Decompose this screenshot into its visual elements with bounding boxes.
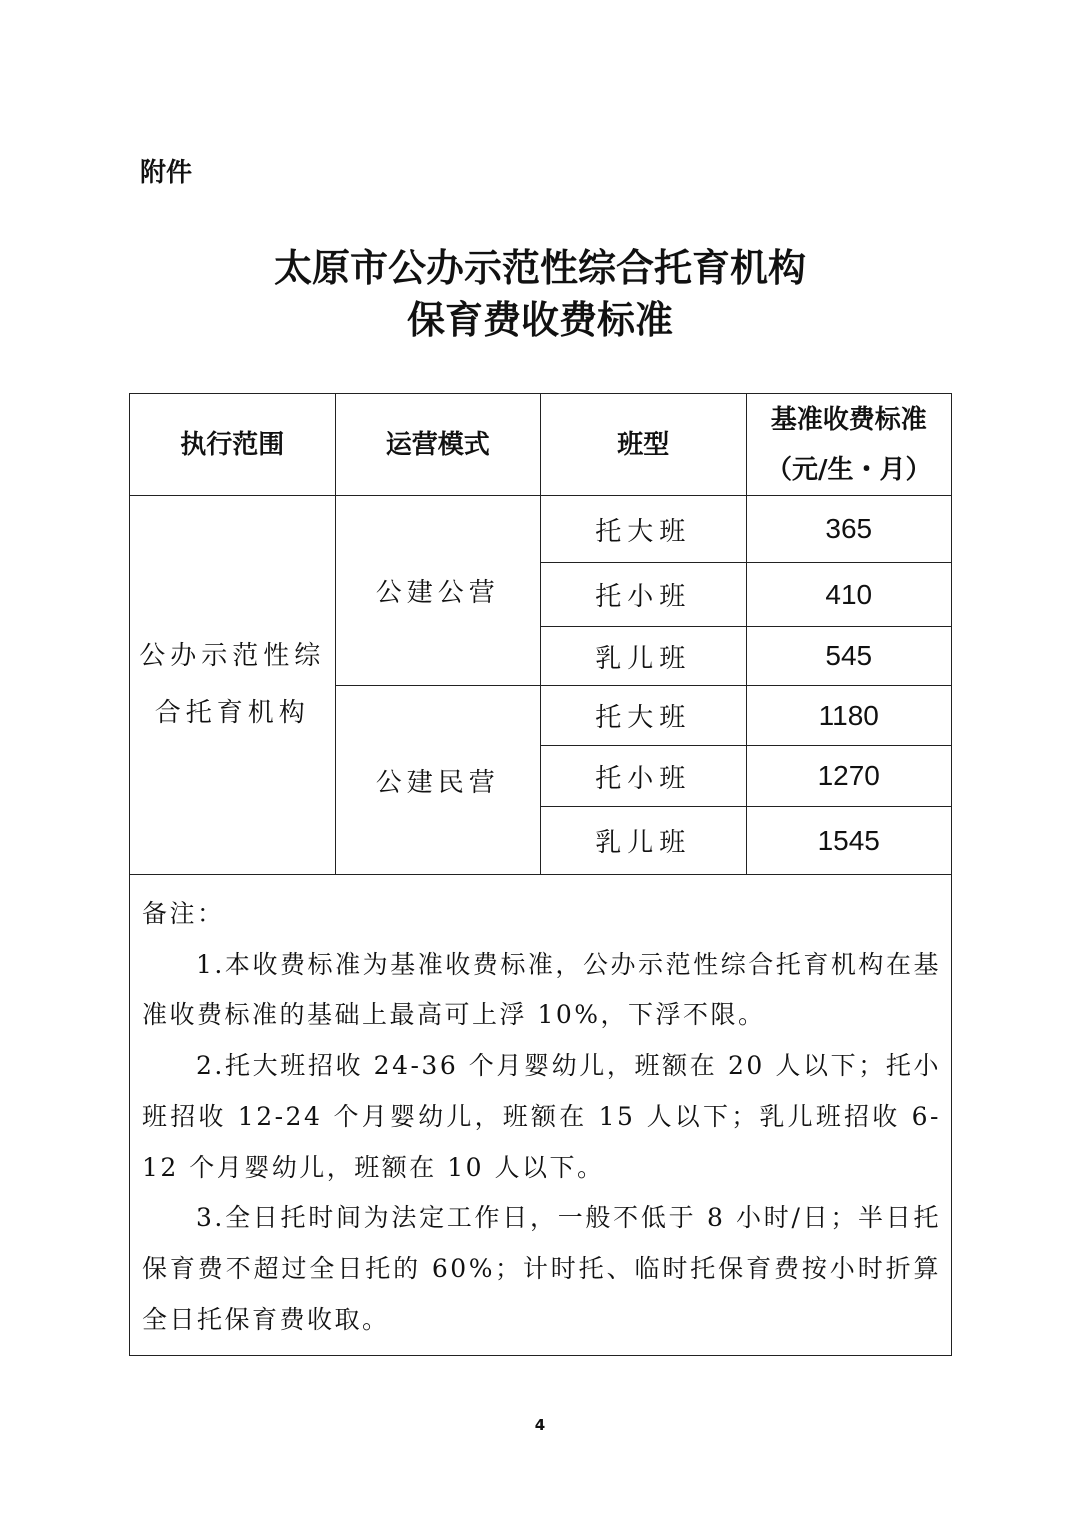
note-item: 2.托大班招收 24-36 个月婴幼儿，班额在 20 人以下；托小班招收 12-24 个月婴幼儿，班额在 15 人以下；乳儿班招收 6-12 个月婴幼儿，班额在 10 人以下。 bbox=[142, 1051, 941, 1182]
table-row bbox=[130, 496, 952, 563]
table-header-row bbox=[130, 394, 952, 496]
header-class: 班型 bbox=[541, 394, 747, 496]
header-scope: 执行范围 bbox=[130, 394, 336, 496]
scope-line1: 公办示范性综 bbox=[139, 641, 326, 671]
class-cell: 托小班 bbox=[541, 563, 747, 627]
class-cell: 乳儿班 bbox=[541, 627, 747, 686]
header-fee bbox=[746, 394, 952, 496]
notes-label: 备注： bbox=[142, 899, 225, 928]
fee-cell: 365 bbox=[746, 496, 952, 563]
document-title-line1: 太原市公办示范性综合托育机构 bbox=[273, 245, 806, 290]
class-cell: 托小班 bbox=[541, 746, 747, 807]
note-item: 3.全日托时间为法定工作日，一般不低于 8 小时/日；半日托保育费不超过全日托的 60%；计时托、临时托保育费按小时折算全日托保育费收取。 bbox=[142, 1203, 941, 1334]
notes-row bbox=[130, 875, 952, 1356]
class-cell: 托大班 bbox=[541, 686, 747, 746]
fee-cell: 410 bbox=[746, 563, 952, 627]
class-cell: 乳儿班 bbox=[541, 807, 747, 875]
mode-cell: 公建公营 bbox=[335, 496, 541, 686]
fee-standard-table bbox=[129, 393, 952, 1356]
document-title-line2: 保育费收费标准 bbox=[406, 297, 673, 342]
fee-cell: 545 bbox=[746, 627, 952, 686]
page-number: 4 bbox=[534, 1416, 546, 1434]
mode-cell: 公建民营 bbox=[335, 686, 541, 875]
notes-cell bbox=[130, 875, 952, 1356]
header-fee-line2: （元/生・月） bbox=[766, 454, 932, 485]
scope-line2: 合托育机构 bbox=[154, 698, 310, 728]
fee-cell: 1270 bbox=[746, 746, 952, 807]
fee-cell: 1545 bbox=[746, 807, 952, 875]
header-fee-line1: 基准收费标准 bbox=[770, 404, 927, 435]
class-cell: 托大班 bbox=[541, 496, 747, 563]
scope-cell bbox=[130, 496, 336, 875]
header-mode: 运营模式 bbox=[335, 394, 541, 496]
note-item: 1.本收费标准为基准收费标准，公办示范性综合托育机构在基准收费标准的基础上最高可上浮 10%，下浮不限。 bbox=[142, 949, 941, 1030]
attachment-label: 附件 bbox=[140, 158, 193, 188]
fee-cell: 1180 bbox=[746, 686, 952, 746]
